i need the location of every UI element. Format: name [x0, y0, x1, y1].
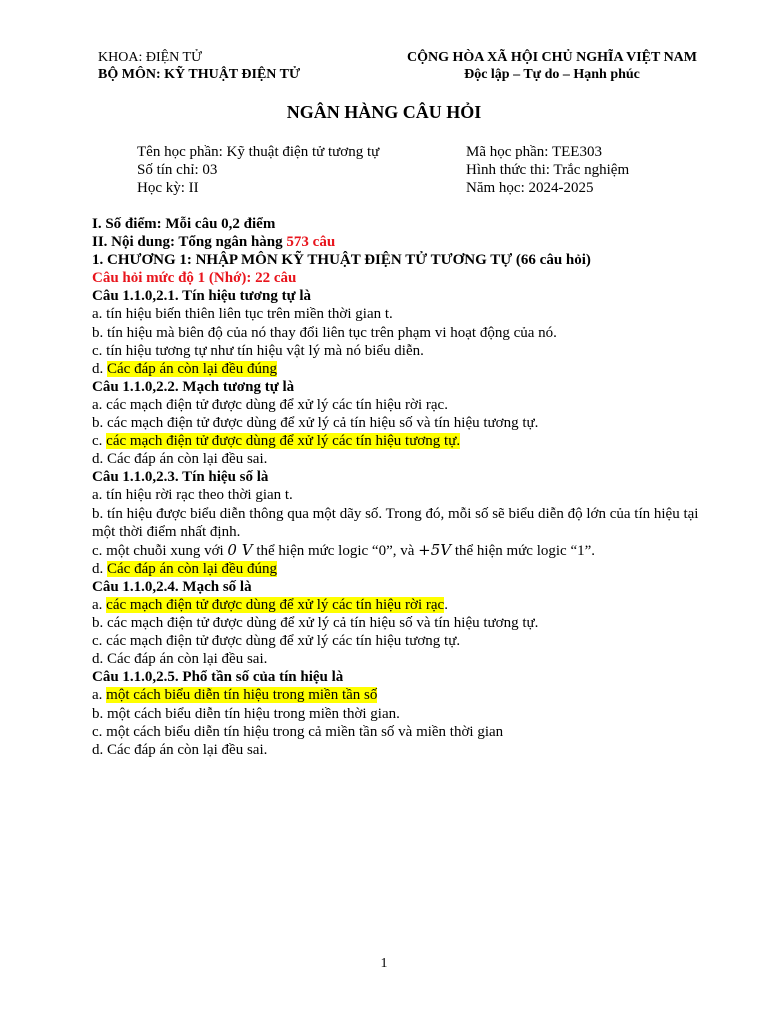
question-title: Câu 1.1.0,2.2. Mạch tương tự là [92, 378, 295, 395]
content-total: 573 câu [286, 234, 336, 251]
answer-text: thể hiện mức logic “0”, và [252, 542, 419, 559]
answer-d: d. Các đáp án còn lại đều sai. [92, 651, 268, 668]
answer-b: b. các mạch điện tử được dùng để xử lý cả tín hiệu số và tín hiệu tương tự. [92, 415, 539, 432]
academic-year: Năm học: 2024-2025 [466, 180, 594, 196]
department-label: BỘ MÔN: KỸ THUẬT ĐIỆN TỬ [98, 67, 301, 82]
header-left [98, 49, 300, 83]
correct-answer-highlight: Các đáp án còn lại đều đúng [107, 360, 277, 377]
page-title: NGÂN HÀNG CÂU HỎI [286, 102, 482, 122]
course-code: Mã học phần: TEE303 [466, 144, 602, 160]
question-title: Câu 1.1.0,2.5. Phổ tần số của tín hiệu là [92, 669, 344, 686]
semester: Học kỳ: II [137, 180, 199, 196]
level-heading: Câu hỏi mức độ 1 (Nhớ): 22 câu [92, 270, 297, 287]
answer-d [92, 360, 712, 378]
answer-d [92, 560, 712, 578]
correct-answer-highlight: các mạch điện tử được dùng để xử lý các tín hiệu rời rạc [106, 596, 445, 613]
answer-d: d. Các đáp án còn lại đều sai. [92, 451, 268, 468]
country-label: CỘNG HÒA XÃ HỘI CHỦ NGHĨA VIỆT NAM [406, 50, 697, 65]
question-bank-content [92, 215, 712, 759]
credits: Số tín chỉ: 03 [137, 162, 218, 178]
answer-prefix: d. [92, 560, 107, 577]
page-number: 1 [380, 956, 388, 971]
answer-c [92, 541, 712, 560]
chapter-heading: 1. CHƯƠNG 1: NHẬP MÔN KỸ THUẬT ĐIỆN TỬ TƯƠNG TỰ (66 câu hỏi) [92, 252, 591, 269]
header-right [388, 49, 716, 83]
answer-b: b. một cách biểu diễn tín hiệu trong miền thời gian. [92, 705, 400, 722]
question-title: Câu 1.1.0,2.1. Tín hiệu tương tự là [92, 288, 311, 305]
math-zero-volt: 0 V [227, 540, 253, 559]
answer-text: c. một chuỗi xung với [92, 542, 228, 559]
answer-text: thể hiện mức logic “1”. [451, 542, 596, 559]
answer-c: c. tín hiệu tương tự như tín hiệu vật lý mà nó biểu diễn. [92, 342, 424, 359]
content-line [92, 233, 712, 251]
question-title: Câu 1.1.0,2.3. Tín hiệu số là [92, 469, 269, 486]
answer-a [92, 686, 712, 704]
info-left [137, 143, 379, 197]
answer-a: a. tín hiệu rời rạc theo thời gian t. [92, 487, 293, 504]
answer-prefix: d. [92, 360, 107, 377]
answer-a: a. các mạch điện tử được dùng để xử lý các tín hiệu rời rạc. [92, 396, 448, 413]
course-name: Tên học phần: Kỹ thuật điện tử tương tự [137, 144, 380, 160]
content-prefix: II. Nội dung: Tổng ngân hàng [92, 234, 287, 251]
question-title: Câu 1.1.0,2.4. Mạch số là [92, 578, 252, 595]
answer-prefix: a. [92, 687, 107, 704]
math-five-volt: +5V [418, 540, 452, 559]
correct-answer-highlight: các mạch điện tử được dùng để xử lý các tín hiệu tương tự. [106, 433, 461, 450]
answer-c: c. các mạch điện tử được dùng để xử lý các tín hiệu tương tự. [92, 633, 461, 650]
score-line: I. Số điểm: Mỗi câu 0,2 điểm [92, 216, 276, 232]
answer-d: d. Các đáp án còn lại đều sai. [92, 741, 268, 758]
faculty-label: KHOA: ĐIỆN TỬ [98, 50, 202, 65]
answer-b: b. các mạch điện tử được dùng để xử lý cả tín hiệu số và tín hiệu tương tự. [92, 615, 539, 632]
answer-suffix: . [444, 596, 448, 613]
answer-a [92, 596, 712, 614]
answer-c: c. một cách biểu diễn tín hiệu trong cả miền tần số và miền thời gian [92, 723, 504, 740]
exam-form: Hình thức thi: Trắc nghiệm [466, 162, 630, 178]
correct-answer-highlight: một cách biểu diễn tín hiệu trong miền tần số [106, 687, 378, 704]
answer-c [92, 432, 712, 450]
answer-b: b. tín hiệu mà biên độ của nó thay đổi liên tục trên phạm vi hoạt động của nó. [92, 324, 557, 341]
answer-b: b. tín hiệu được biểu diễn thông qua một dãy số. Trong đó, mỗi số sẽ biểu diễn độ lớn của tín hiệu tại một thời điểm nhất định. [92, 505, 699, 540]
motto-label: Độc lập – Tự do – Hạnh phúc [464, 67, 640, 82]
correct-answer-highlight: Các đáp án còn lại đều đúng [107, 560, 277, 577]
answer-a: a. tín hiệu biến thiên liên tục trên miền thời gian t. [92, 306, 393, 323]
answer-prefix: c. [92, 433, 107, 450]
info-right [466, 143, 629, 197]
answer-prefix: a. [92, 596, 107, 613]
